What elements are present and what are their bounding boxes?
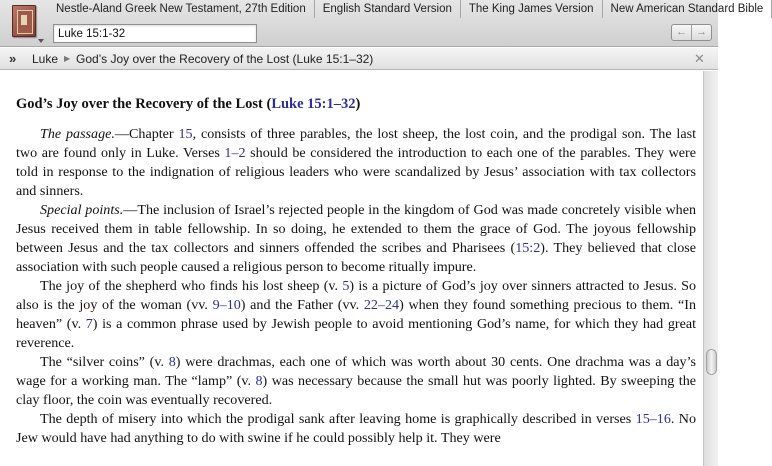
- page-title: [16, 96, 360, 113]
- paragraph-special-points: [16, 201, 696, 277]
- tab-nestle-aland[interactable]: Nestle-Aland Greek New Testament, 27th Edition: [48, 0, 315, 18]
- paragraph-text: ) when they found something precious to them. “In heaven” (v.: [16, 297, 696, 332]
- tab-kjv[interactable]: The King James Version: [461, 0, 603, 18]
- heading-reference-link[interactable]: Luke 15:1–32: [271, 96, 356, 112]
- book-icon: [12, 5, 36, 37]
- heading-text: God’s Joy over the Recovery of the Lost (: [16, 96, 272, 112]
- paragraph-shepherd: [16, 277, 696, 353]
- tab-nasb[interactable]: New American Standard Bible: [603, 0, 772, 18]
- verse-link[interactable]: 22–24: [363, 297, 400, 313]
- breadcrumb-current[interactable]: God’s Joy over the Recovery of the Lost (Luke 15:1–32): [76, 52, 374, 66]
- paragraph-silver-coins: [16, 353, 696, 410]
- expand-icon[interactable]: »: [9, 51, 17, 66]
- resource-tabs: [48, 0, 764, 18]
- tab-esv[interactable]: English Standard Version: [315, 0, 461, 18]
- verse-link[interactable]: 7: [85, 316, 93, 332]
- paragraph-text: —Chapter: [114, 126, 179, 142]
- vertical-scrollbar[interactable]: [703, 71, 718, 466]
- verse-link[interactable]: 5: [342, 278, 350, 294]
- chevron-down-icon: [38, 39, 44, 43]
- heading-close: ): [355, 96, 361, 112]
- verse-link[interactable]: 8: [255, 373, 263, 389]
- library-book-button[interactable]: [6, 3, 46, 43]
- verse-link[interactable]: 15: [178, 126, 193, 142]
- paragraph-text: , consists of three parables, the lost sheep, the lost coin, and the prodigal son. The last two are found only in Luke. Verses: [16, 126, 696, 161]
- paragraph-text: ) is a common phrase used by Jewish people to avoid mentioning God’s name, for which they had great reverence.: [16, 316, 696, 351]
- verse-link[interactable]: 15–16: [635, 411, 671, 427]
- paragraph-text: The “silver coins” (v.: [40, 354, 169, 370]
- forward-button[interactable]: [691, 25, 711, 40]
- article-pane: [0, 71, 703, 466]
- paragraph-text: ) were drachmas, each one of which was worth about 30 cents. One drachma was a day’s wage for a working man. The “lamp” (v.: [16, 354, 696, 389]
- verse-link[interactable]: 1–2: [224, 145, 246, 161]
- paragraph-text: —The inclusion of Israel’s rejected people in the kingdom of God was made concretely visible when Jesus received them in table fellowship. In so doing, he extended to them the grace of God. The joyous fellowship between Jesus and the tax collectors and sinners offended the scribes and Pharisees (: [16, 202, 696, 256]
- paragraph-text: should be considered the introduction to each one of the parables. They were told in response to the indignation of religious leaders who were scandalized by Jesus’ association with tax collectors and sinners.: [16, 145, 696, 199]
- paragraph-passage: [16, 125, 696, 201]
- history-nav: [671, 24, 712, 41]
- close-icon[interactable]: ✕: [694, 51, 705, 66]
- paragraph-lead: The passage.: [40, 126, 115, 142]
- scroll-thumb[interactable]: [706, 349, 717, 375]
- paragraph-text: ). They believed that close association with such people caused a religious person to become ritually impure.: [16, 240, 696, 275]
- paragraph-prodigal: [16, 410, 696, 448]
- paragraph-text: ) is a picture of God’s joy over sinners attracted to Jesus. So also is the joy of the woman (vv.: [16, 278, 696, 313]
- paragraph-text: The depth of misery into which the prodigal sank after leaving home is graphically described in verses: [40, 411, 636, 427]
- breadcrumb-separator-icon: ▶: [64, 54, 71, 63]
- verse-link[interactable]: 15:2: [515, 240, 541, 256]
- back-arrow-icon: ←: [676, 26, 687, 38]
- paragraph-text: . No Jew would have had anything to do with swine if he could possibly help it. They were: [16, 411, 696, 446]
- reference-input[interactable]: [53, 24, 257, 43]
- paragraph-lead: Special points.: [40, 202, 124, 218]
- paragraph-text: ) and the Father (vv.: [240, 297, 364, 313]
- paragraph-text: ) was necessary because the small hut was poorly lighted. By sweeping the clay floor, the coin was eventually recovered.: [16, 373, 696, 408]
- breadcrumb-root[interactable]: Luke: [32, 52, 59, 66]
- article-body: [16, 125, 696, 448]
- verse-link[interactable]: 8: [168, 354, 176, 370]
- forward-arrow-icon: →: [696, 26, 707, 38]
- verse-link[interactable]: 9–10: [212, 297, 241, 313]
- toolbar: [0, 0, 764, 47]
- breadcrumb: [0, 48, 718, 70]
- back-button[interactable]: [672, 25, 691, 40]
- paragraph-text: The joy of the shepherd who finds his lost sheep (v.: [40, 278, 343, 294]
